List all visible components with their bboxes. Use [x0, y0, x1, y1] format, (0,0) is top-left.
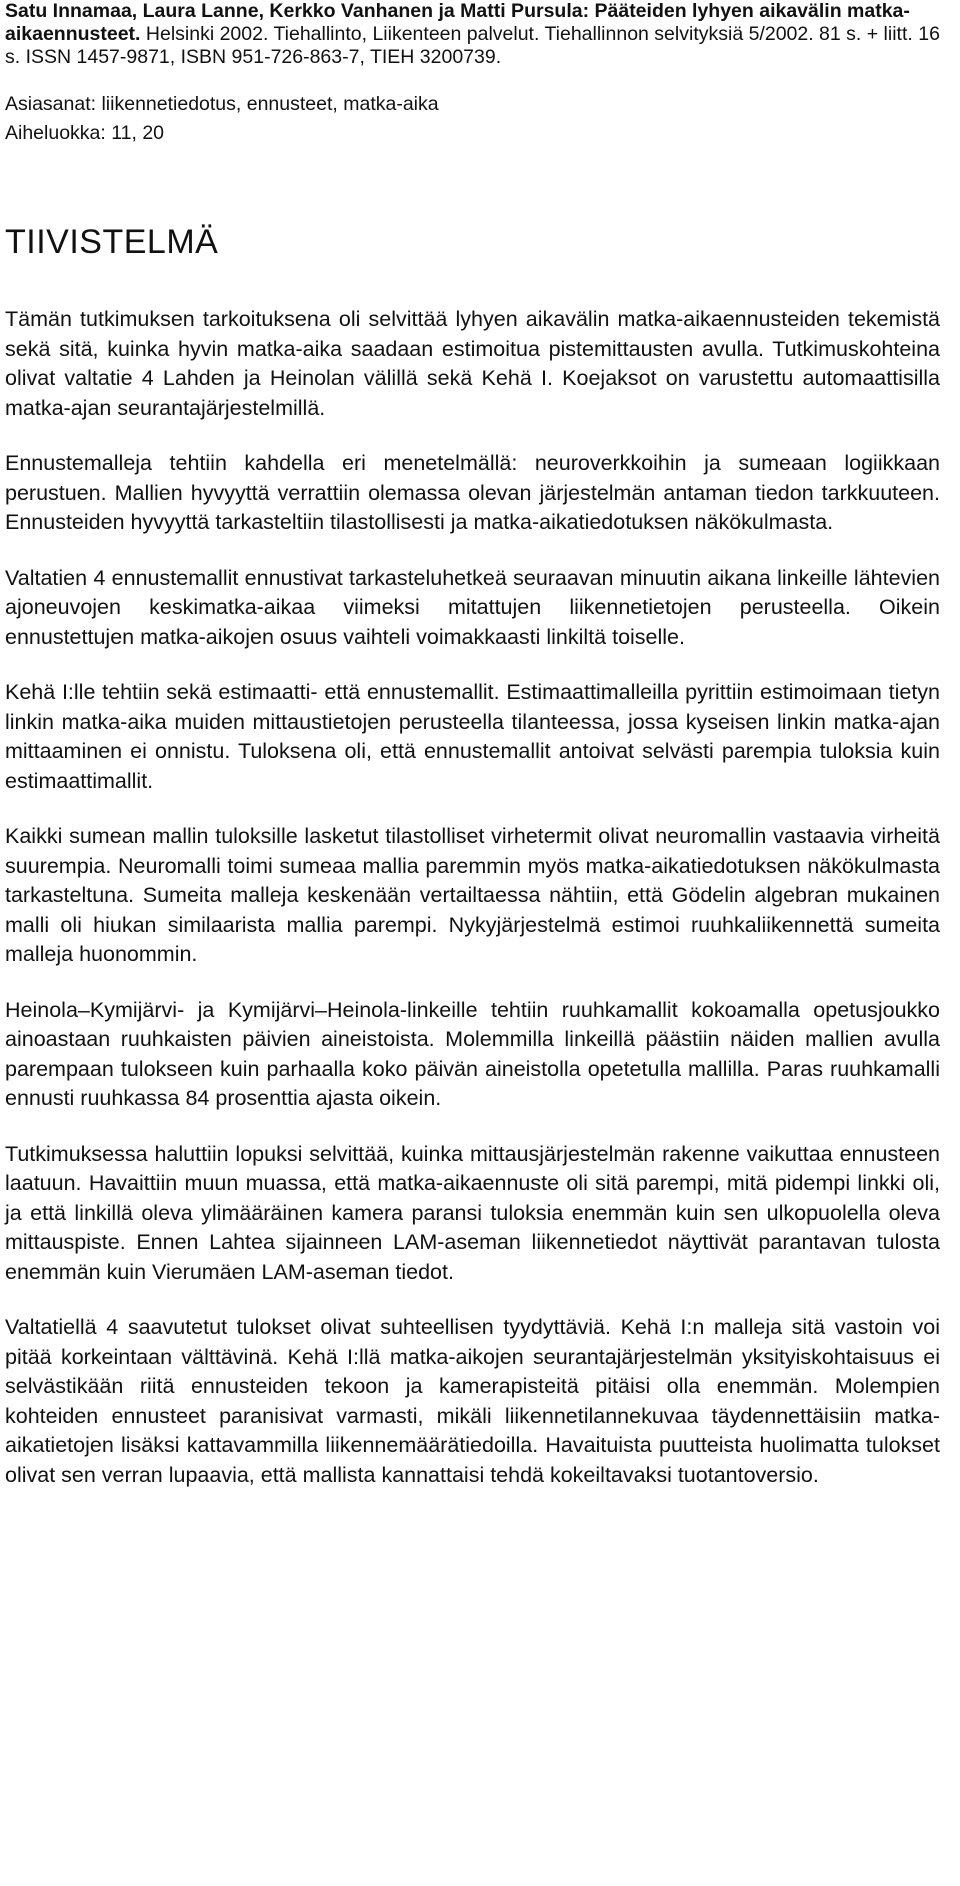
abstract-body [5, 305, 940, 1490]
document-page [5, 0, 940, 1490]
abstract-paragraph: Valtatiellä 4 saavutetut tulokset olivat suhteellisen tyydyttäviä. Kehä I:n malleja sitä vastoin voi pitää korkeintaan välttävinä. Kehä I:llä matka-aikojen seurantajärjestelmän yksityiskohtaisuus ei selvästikään riitä ennusteiden tekoon ja kamerapisteitä pitäisi olla enemmän. Molempien kohteiden ennusteet paranisivat varmasti, mikäli liikennetilannekuvaa täydennettäisiin matkaaikatietojen lisäksi kattavammilla liikennemäärätiedoilla. Havaituista puutteista huolimatta tulokset olivat sen verran lupaavia, että mallista kannattaisi tehdä kokeiltavaksi tuotantoversio. [5, 1315, 940, 1487]
abstract-paragraph: Kehä I:lle tehtiin sekä estimaatti- että ennustemallit. Estimaattimalleilla pyrittiin estimoimaan tietyn linkin matka-aika muiden mittaustietojen perusteella tilanteessa, jossa kyseisen linkin matka-ajan mittaaminen ei onnistu. Tuloksena oli, että ennustemallit antoivat selvästi parempia tuloksia kuin estimaattimallit. [5, 680, 940, 793]
citation-authors-title: Satu Innamaa, Laura Lanne, Kerkko Vanhanen ja Matti Pursula: Pääteiden lyhyen aikavälin matka-aikaennusteet. [5, 0, 910, 45]
subject-class-label: Aiheluokka [5, 122, 101, 144]
bibliographic-citation [5, 0, 940, 69]
citation-publication-details: Helsinki 2002. Tiehallinto, Liikenteen palvelut. Tiehallinnon selvityksiä 5/2002. 81 s. + liitt. 16 s. ISSN 1457-9871, ISBN 951-726-863-7, TIEH 3200739. [5, 23, 940, 68]
subject-class-line [5, 119, 940, 148]
abstract-paragraph: Heinola–Kymijärvi- ja Kymijärvi–Heinola-linkeille tehtiin ruuhkamallit kokoamalla opetusjoukko ainoastaan ruuhkaisten päivien aineistoista. Molemmilla linkeillä päästiin näiden mallien avulla parempaan tulokseen kuin parhaalla koko päivän aineistolla opetetulla mallilla. Paras ruuhkamalli ennusti ruuhkassa 84 prosenttia ajasta oikein. [5, 997, 940, 1110]
section-title: TIIVISTELMÄ [5, 223, 219, 261]
abstract-paragraph: Kaikki sumean mallin tuloksille lasketut tilastolliset virhetermit olivat neuromallin vastaavia virheitä suurempia. Neuromalli toimi sumeaa mallia paremmin myös matka-aikatiedotuksen näkökulmasta tarkasteltuna. Sumeita malleja keskenään vertailtaessa nähtiin, että Gödelin algebran mukainen malli oli hiukan similaarista mallia parempi. Nykyjärjestelmä estimoi ruuhkaliikennettä sumeita malleja huonommin. [5, 824, 940, 966]
abstract-paragraph: Tutkimuksessa haluttiin lopuksi selvittää, kuinka mittausjärjestelmän rakenne vaikuttaa ennusteen laatuun. Havaittiin muun muassa, että matka-aikaennuste oli sitä parempi, mitä pidempi linkki oli, ja että linkillä oleva ylimääräinen kamera paransi tuloksia enemmän kuin sen ulkopuolella oleva mittauspiste. Ennen Lahtea sijainneen LAM-aseman liikennetiedot näyttivät parantavan tulosta enemmän kuin Vierumäen LAM-aseman tiedot. [5, 1141, 940, 1284]
subject-class-value: : 11, 20 [100, 122, 165, 144]
abstract-paragraph: Tämän tutkimuksen tarkoituksena oli selvittää lyhyen aikavälin matka-aikaennusteiden tekemistä sekä sitä, kuinka hyvin matka-aika saadaan estimoitua pistemittausten avulla. Tutkimuskohteina olivat valtatie 4 Lahden ja Heinolan välillä sekä Kehä I. Koejaksot on varustettu automaattisilla matka-ajan seurantajärjestelmillä. [5, 307, 940, 420]
metadata-block [5, 90, 940, 148]
keywords-label: Asiasanat [5, 93, 91, 115]
abstract-paragraph: Valtatien 4 ennustemallit ennustivat tarkasteluhetkeä seuraavan minuutin aikana linkeille lähtevien ajoneuvojen keskimatka-aikaa viimeksi mitattujen liikennetietojen perusteella. Oikein ennustettujen matka-aikojen osuus vaihteli voimakkaasti linkiltä toiselle. [5, 565, 940, 649]
keywords-line [5, 90, 940, 119]
keywords-value: : liikennetiedotus, ennusteet, matka-aika [90, 93, 439, 115]
abstract-paragraph: Ennustemalleja tehtiin kahdella eri menetelmällä: neuroverkkoihin ja sumeaan logiikkaan perustuen. Mallien hyvyyttä verrattiin olemassa olevan järjestelmän antaman tiedon tarkkuuteen. Ennusteiden hyvyyttä tarkasteltiin tilastollisesti ja matka-aikatiedotuksen näkökulmasta. [5, 451, 940, 534]
